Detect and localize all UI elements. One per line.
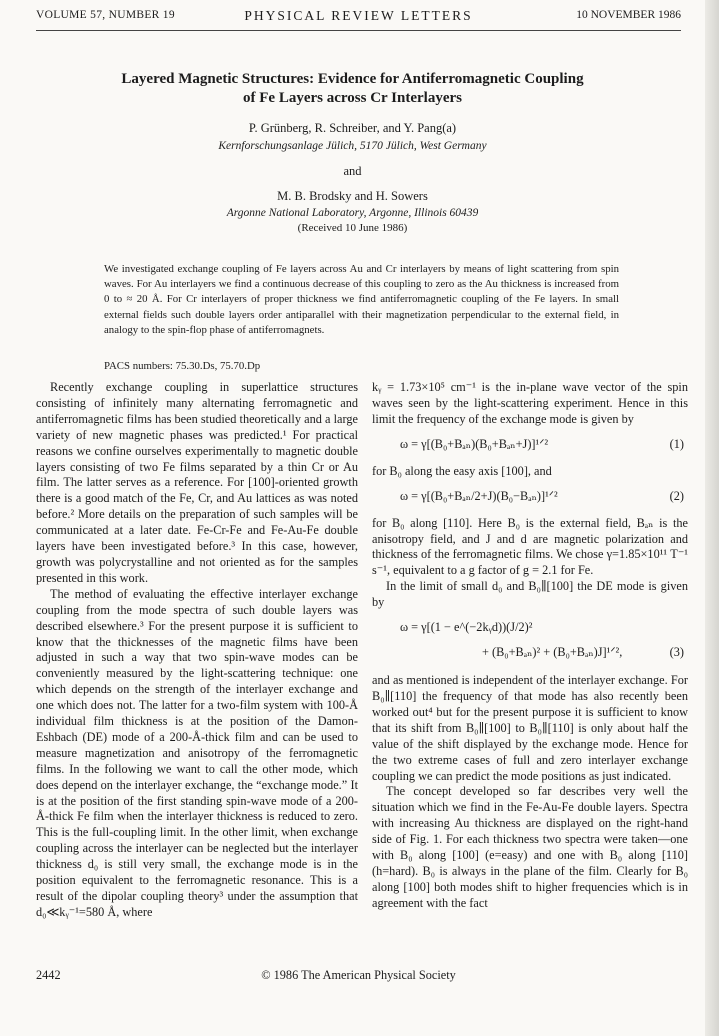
equation-number: (2) — [669, 488, 684, 503]
and-separator: and — [343, 164, 362, 178]
author-list-2: M. B. Brodsky and H. Sowers — [277, 189, 428, 203]
page-number: 2442 — [36, 968, 61, 982]
running-header — [36, 9, 681, 29]
equation-number: (3) — [669, 645, 684, 660]
copyright-notice: © 1986 The American Physical Society — [261, 968, 456, 982]
article-title — [60, 70, 645, 108]
equation-3 — [372, 617, 688, 667]
equation-2 — [372, 486, 688, 510]
volume-number: VOLUME 57, NUMBER 19 — [36, 9, 175, 21]
equation-expression: ω = γ[(B₀+Bₐₙ/2+J)(B₀−Bₐₙ)]¹ᐟ² — [400, 488, 558, 503]
issue-date: 10 NOVEMBER 1986 — [576, 9, 681, 21]
title-line-2: of Fe Layers across Cr Interlayers — [243, 90, 462, 106]
author-list-1: P. Grünberg, R. Schreiber, and Y. Pang(a) — [248, 121, 457, 135]
paragraph: In the limit of small d₀ and B₀∥[100] the DE mode is given by — [372, 579, 688, 610]
paragraph: Recently exchange coupling in superlattice structures consisting of infinitely many alternating ferromagnetic and antiferromagnetic films has been studied theoretically and a large variety of new magnetic phases was predicted.¹ For practical reasons we confine ourselves experimentally to magnetic double layers consisting of two Fe films separated by a thin Cr or Au film. The latter serves as a reference. For [100]-oriented growth there is a good match of the Fe, Cr, and Au lattices as was noted before.² More details on the preparation of such samples will be communicated at a later date. Fe-Cr-Fe and Fe-Au-Fe double layers have been investigated before.³ In this case, however, growth was polycrystalline and not oriented as for the samples presented in this work. — [36, 380, 358, 585]
pacs-numbers: PACS numbers: 75.30.Ds, 75.70.Dp — [104, 360, 261, 372]
paragraph: The method of evaluating the effective interlayer exchange coupling from the mode spectra of such double layers was described elsewhere.³ For the present purpose it is sufficient to know that the thicknesses of the magnetic films have been adjusted in such a way that two spin-wave modes can be conveniently measured by the light-scattering technique: one which depends on the strength of the interlayer exchange and one which does not. The latter for a two-film system with 100-Å individual film thickness is at the position of the Damon-Eshbach (DE) mode of a 200-Å-thick film and can be used to measure magnetization and anisotropy of the ferromagnetic films. In the following we want to call the other mode, which does depend on the interlayer exchange, the “exchange mode.” It is at the position of the first standing spin-wave mode of a 200-Å-thick Fe film when the interlayer thickness is reduced to zero. This is the full-coupling limit. In the other limit, when exchange coupling across the interlayer can be neglected but the interlayer thickness d₀ is still very small, the exchange mode is in the position equivalent to the ferromagnetic resonance. This is a result of the dipolar coupling theory³ under the assumption that d₀≪kᵧ⁻¹=580 Å, where — [36, 586, 358, 919]
equation-1 — [372, 434, 688, 458]
paragraph: for B₀ along [110]. Here B₀ is the external field, Bₐₙ is the anisotropy field, and J and d are magnetic polarization and thickness of the ferromagnetic films. We chose γ=1.85×10¹¹ T⁻¹ s⁻¹, equivalent to a g factor of g = 2.1 for Fe. — [372, 515, 688, 578]
received-date: (Received 10 June 1986) — [297, 222, 408, 234]
equation-number: (1) — [669, 436, 684, 451]
header-rule — [36, 30, 681, 31]
abstract: We investigated exchange coupling of Fe layers across Au and Cr interlayers by means of light scattering from spin waves. For Au interlayers we find a continuous decrease of this coupling to zero as the Au thickness is increased from 0 to ≈ 20 Å. For Cr interlayers of proper thickness we find antiferromagnetic coupling of the Fe layers. In small external fields such double layers order antiparallel with their magnetization perpendicular to the external field, in analogy to the spin-flop phase of antiferromagnets. — [104, 263, 619, 336]
left-column — [36, 380, 358, 921]
equation-expression-continued: + (B₀+Bₐₙ)² + (B₀+Bₐₙ)J]¹ᐟ², — [482, 645, 623, 660]
journal-name: PHYSICAL REVIEW LETTERS — [244, 8, 473, 23]
paragraph: kᵧ = 1.73×10⁵ cm⁻¹ is the in-plane wave vector of the spin waves seen by the light-scattering experiment. Hence in this limit the frequency of the exchange mode is given by — [372, 380, 688, 426]
equation-expression: ω = γ[(1 − e^(−2kᵧd))(J/2)² — [400, 620, 533, 635]
equation-expression: ω = γ[(B₀+Bₐₙ)(B₀+Bₐₙ+J)]¹ᐟ² — [400, 436, 549, 451]
paragraph: The concept developed so far describes very well the situation which we find in the Fe-Au-Fe double layers. Spectra with increasing Au thickness are displayed on the right-hand side of Fig. 1. For each thickness two spectra were taken—one with B₀ along [100] (e=easy) and one with B₀ along [110] (h=hard). B₀ is always in the plane of the film. Clearly for B₀ along [100] both modes shift to higher frequencies which is in agreement with the fact — [372, 784, 688, 910]
affiliation-2: Argonne National Laboratory, Argonne, Illinois 60439 — [226, 207, 479, 219]
affiliation-1: Kernforschungsanlage Jülich, 5170 Jülich, West Germany — [218, 140, 487, 152]
title-line-1: Layered Magnetic Structures: Evidence for Antiferromagnetic Coupling — [121, 71, 584, 87]
page-edge-shadow — [705, 0, 719, 1036]
paragraph: for B₀ along the easy axis [100], and — [372, 463, 552, 478]
paragraph: and as mentioned is independent of the interlayer exchange. For B₀∥[110] the frequency of that mode has also recently been worked out⁴ but for the present purpose it is sufficient to know that its shift from B₀∥[100] to B₀∥[110] is only about half the value of the shift displayed by the exchange mode. Hence for the two extreme cases of full and zero interlayer exchange coupling we can predict the mode positions as just indicated. — [372, 673, 688, 783]
right-column — [372, 380, 688, 912]
